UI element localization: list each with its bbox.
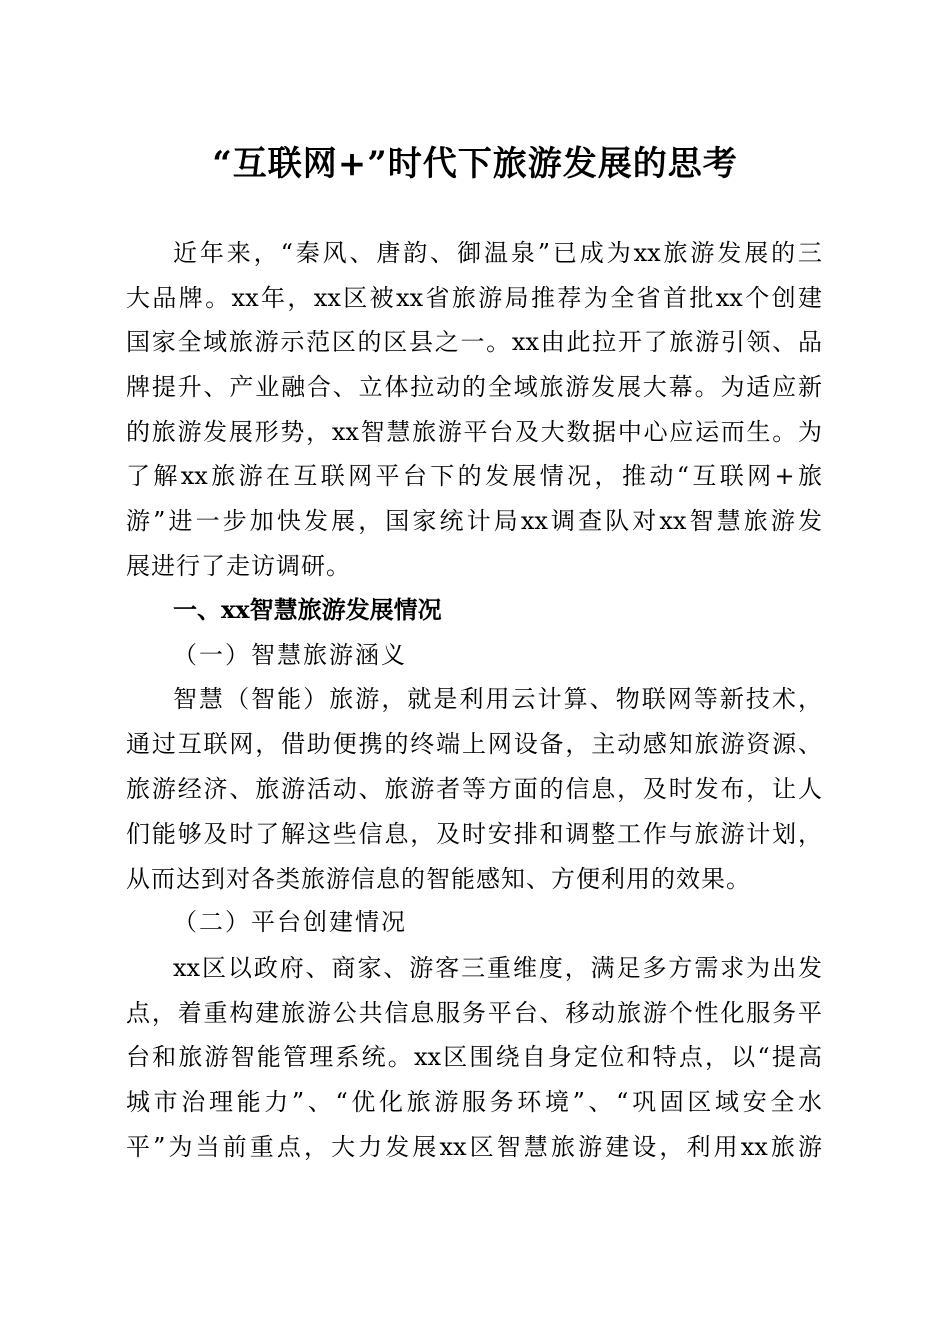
paragraph-line: 从而达到对各类旅游信息的智能感知、方便利用的效果。 [126,865,751,893]
paragraph-line: 城市治理能力”、“优化旅游服务环境”、“巩固区域安全水 [126,1088,822,1116]
paragraph-line: 牌提升、产业融合、立体拉动的全域旅游发展大幕。为适应新 [126,373,822,401]
paragraph-line: 了解xx旅游在互联网平台下的发展情况，推动“互联网+旅 [126,462,822,490]
paragraph-line: 旅游经济、旅游活动、旅游者等方面的信息，及时发布，让人 [126,775,822,803]
paragraph-line: 的旅游发展形势，xx智慧旅游平台及大数据中心应运而生。为 [126,418,822,446]
document-title: “互联网+”时代下旅游发展的思考 [212,144,738,184]
paragraph-line: xx区以政府、商家、游客三重维度，满足多方需求为出发 [173,954,822,982]
paragraph-line: 通过互联网，借助便携的终端上网设备，主动感知旅游资源、 [126,730,822,758]
subsection-heading: （二）平台创建情况 [173,908,407,936]
paragraph-line: 平”为当前重点，大力发展xx区智慧旅游建设，利用xx旅游 [126,1133,822,1161]
section-heading: 一、xx智慧旅游发展情况 [173,595,442,624]
subsection-heading: （一）智慧旅游涵义 [173,641,407,669]
paragraph-line: 国家全域旅游示范区的区县之一。xx由此拉开了旅游引领、品 [126,328,822,356]
paragraph-line: 游”进一步加快发展，国家统计局xx调查队对xx智慧旅游发 [126,507,822,535]
paragraph-line: 智慧（智能）旅游，就是利用云计算、物联网等新技术， [173,685,822,713]
paragraph-line: 近年来，“秦风、唐韵、御温泉”已成为xx旅游发展的三 [173,239,822,267]
paragraph-line: 台和旅游智能管理系统。xx区围绕自身定位和特点，以“提高 [126,1043,822,1071]
paragraph-line: 大品牌。xx年，xx区被xx省旅游局推荐为全省首批xx个创建 [126,284,822,312]
paragraph-line: 们能够及时了解这些信息，及时安排和调整工作与旅游计划， [126,820,822,848]
paragraph-line: 点，着重构建旅游公共信息服务平台、移动旅游个性化服务平 [126,999,822,1027]
paragraph-line: 展进行了走访调研。 [126,552,351,580]
